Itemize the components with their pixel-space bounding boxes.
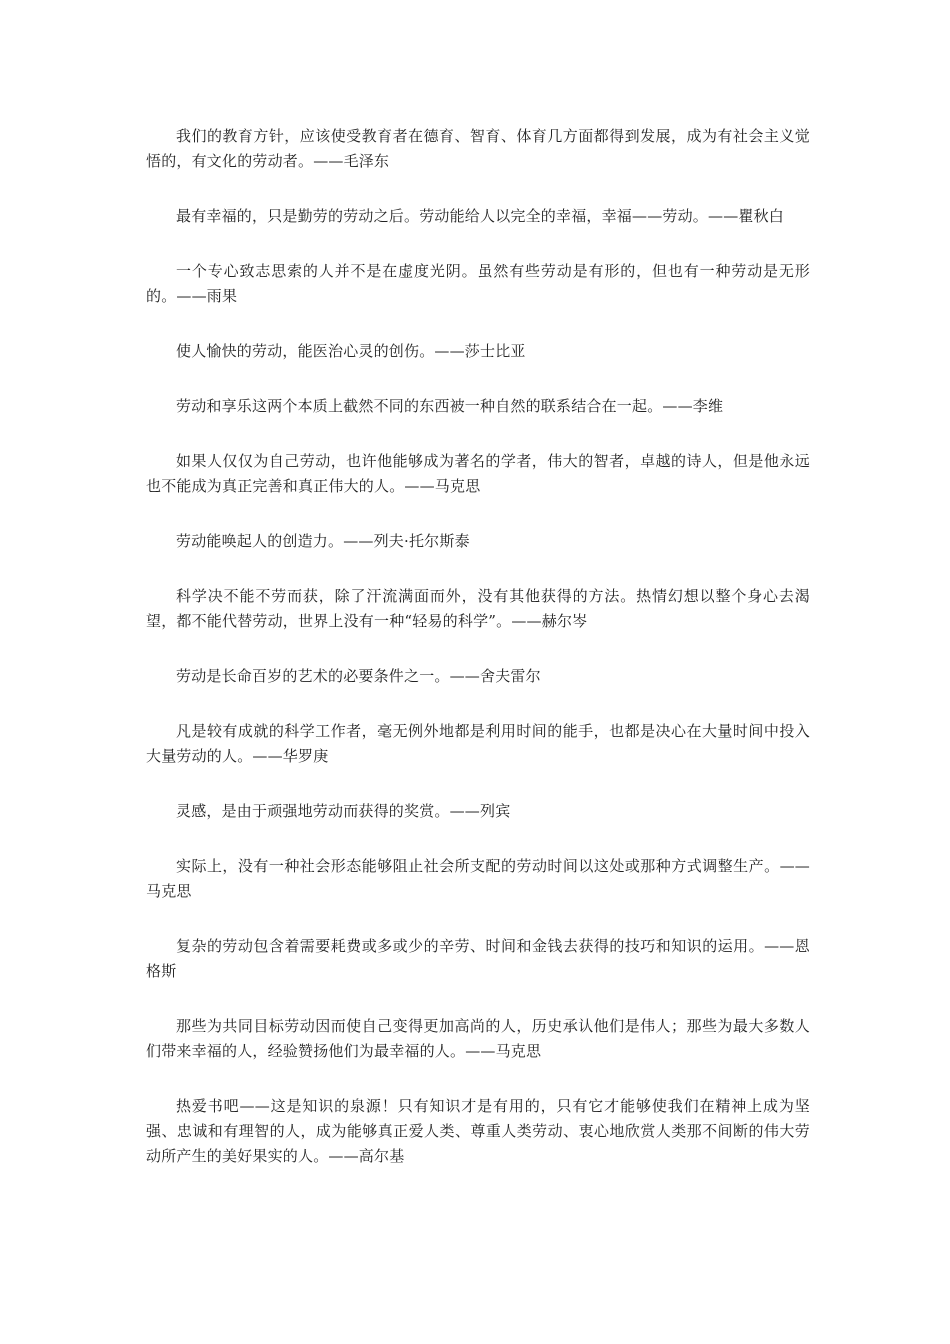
- quote-paragraph: 凡是较有成就的科学工作者，毫无例外地都是利用时间的能手，也都是决心在大量时间中投入大量劳动的人。——华罗庚: [146, 722, 810, 765]
- quote-paragraph: 如果人仅仅为自己劳动，也许他能够成为著名的学者，伟大的智者，卓越的诗人，但是他永远也不能成为真正完善和真正伟大的人。——马克思: [146, 452, 810, 495]
- quote-paragraph: 实际上，没有一种社会形态能够阻止社会所支配的劳动时间以这处或那种方式调整生产。——马克思: [146, 857, 810, 900]
- document-page: [146, 124, 810, 1199]
- quote-paragraph: 最有幸福的，只是勤劳的劳动之后。劳动能给人以完全的幸福，幸福——劳动。——瞿秋白: [176, 207, 785, 225]
- quote-paragraph: 使人愉快的劳动，能医治心灵的创伤。——莎士比亚: [176, 342, 526, 360]
- quote-paragraph: 热爱书吧——这是知识的泉源！只有知识才是有用的，只有它才能够使我们在精神上成为坚强、忠诚和有理智的人，成为能够真正爱人类、尊重人类劳动、衷心地欣赏人类那不间断的伟大劳动所产生的美好果实的人。——高尔基: [146, 1097, 810, 1165]
- quote-paragraph: 一个专心致志思索的人并不是在虚度光阴。虽然有些劳动是有形的，但也有一种劳动是无形的。——雨果: [146, 262, 810, 305]
- quote-paragraph: 灵感，是由于顽强地劳动而获得的奖赏。——列宾: [176, 802, 511, 820]
- quote-paragraph: 劳动能唤起人的创造力。——列夫·托尔斯泰: [176, 532, 470, 550]
- quote-paragraph: 那些为共同目标劳动因而使自己变得更加高尚的人，历史承认他们是伟人；那些为最大多数人们带来幸福的人，经验赞扬他们为最幸福的人。——马克思: [146, 1017, 810, 1060]
- quote-paragraph: 复杂的劳动包含着需要耗费或多或少的辛劳、时间和金钱去获得的技巧和知识的运用。——恩格斯: [146, 937, 810, 980]
- quote-paragraph: 劳动和享乐这两个本质上截然不同的东西被一种自然的联系结合在一起。——李维: [176, 397, 724, 415]
- quote-paragraph: 劳动是长命百岁的艺术的必要条件之一。——舍夫雷尔: [176, 667, 541, 685]
- quote-paragraph: 我们的教育方针，应该使受教育者在德育、智育、体育几方面都得到发展，成为有社会主义觉悟的，有文化的劳动者。——毛泽东: [146, 127, 810, 170]
- quote-paragraph: 科学决不能不劳而获，除了汗流满面而外，没有其他获得的方法。热情幻想以整个身心去渴望，都不能代替劳动，世界上没有一种“轻易的科学”。——赫尔岑: [146, 587, 810, 630]
